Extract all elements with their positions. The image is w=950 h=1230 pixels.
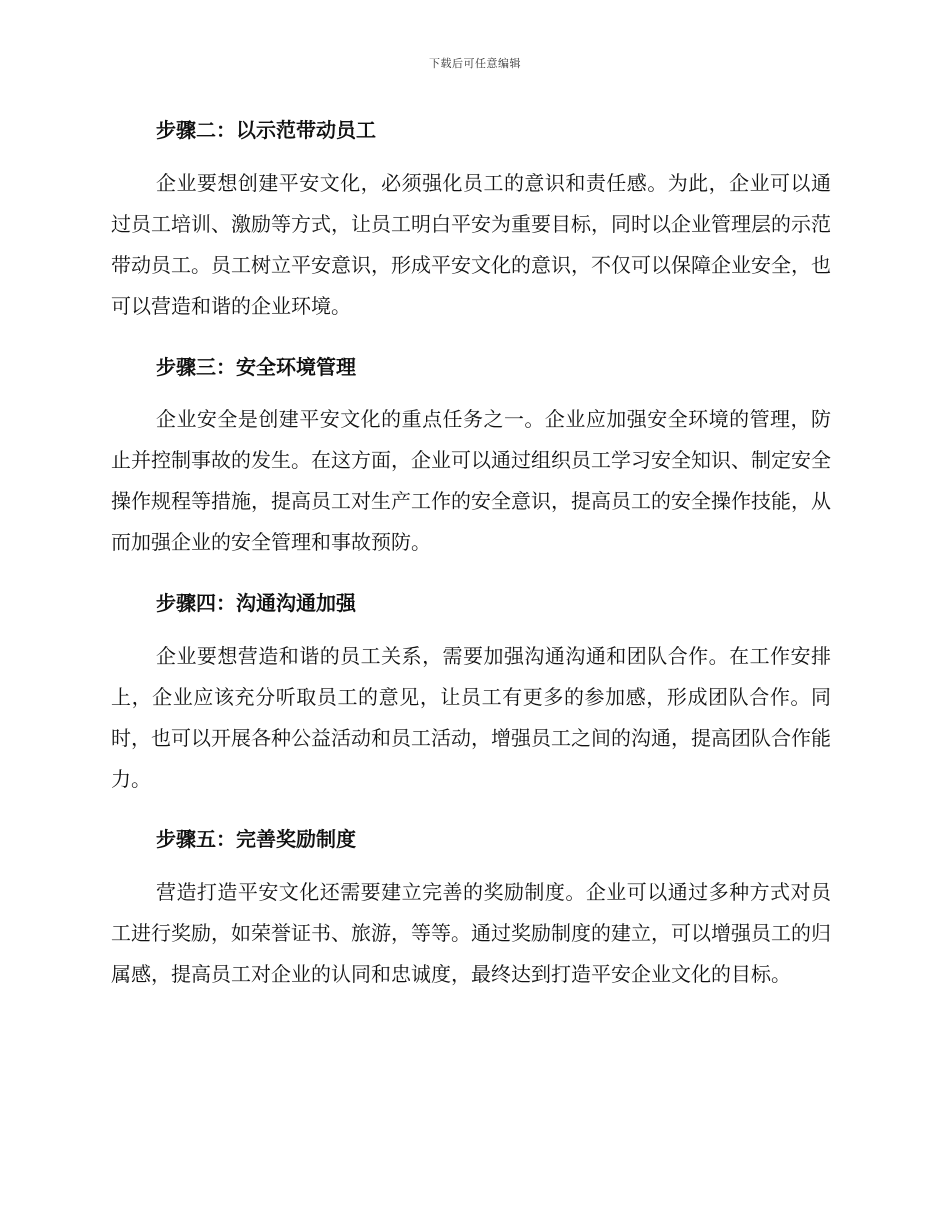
section-paragraph-step-4: 企业要想营造和谐的员工关系，需要加强沟通沟通和团队合作。在工作安排上，企业应该充分听取员工的意见，让员工有更多的参加感，形成团队合作。同时，也可以开展各种公益活动和员工活动，增强员工之间的沟通，提高团队合作能力。: [111, 644, 831, 791]
section-paragraph-step-2: 企业要想创建平安文化，必须强化员工的意识和责任感。为此，企业可以通过员工培训、激励等方式，让员工明白平安为重要目标，同时以企业管理层的示范带动员工。员工树立平安意识，形成平安文化的意识，不仅可以保障企业安全，也可以营造和谐的企业环境。: [111, 171, 831, 318]
page-header: 下载后可任意编辑: [429, 57, 521, 70]
section-heading-step-5: 步骤五：完善奖励制度: [156, 827, 356, 851]
section-heading-step-4: 步骤四：沟通沟通加强: [156, 591, 356, 615]
section-heading-step-2: 步骤二：以示范带动员工: [156, 118, 376, 142]
section-paragraph-step-3: 企业安全是创建平安文化的重点任务之一。企业应加强安全环境的管理，防止并控制事故的发生。在这方面，企业可以通过组织员工学习安全知识、制定安全操作规程等措施，提高员工对生产工作的安全意识，提高员工的安全操作技能，从而加强企业的安全管理和事故预防。: [111, 407, 831, 554]
section-paragraph-step-5: 营造打造平安文化还需要建立完善的奖励制度。企业可以通过多种方式对员工进行奖励，如荣誉证书、旅游，等等。通过奖励制度的建立，可以增强员工的归属感，提高员工对企业的认同和忠诚度，最终达到打造平安企业文化的目标。: [111, 880, 831, 986]
section-heading-step-3: 步骤三：安全环境管理: [156, 355, 356, 379]
